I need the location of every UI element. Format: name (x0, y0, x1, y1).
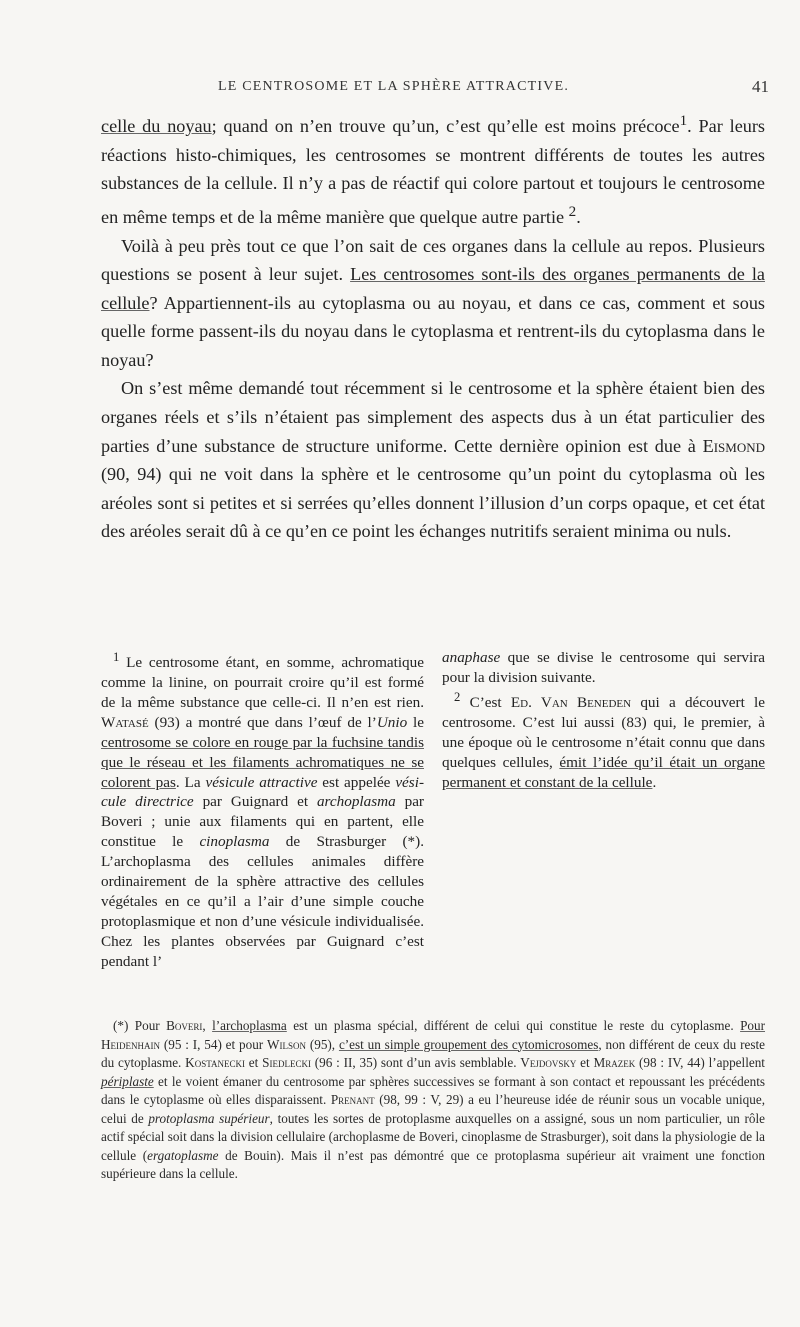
secondary-footnote (101, 1017, 765, 1184)
text-run: (93) a montré que dans l’œuf de l’ (148, 713, 377, 731)
text-run: . La (175, 773, 206, 791)
italic-term: cinoplasma (199, 833, 270, 851)
text-run: est appelée (317, 773, 396, 791)
text-run: le (407, 713, 424, 731)
text-run: par Guignard et (193, 793, 317, 811)
text-run: et le voient émaner du centrosome par sphères successives se formant à son contact et repoussant les précédents dans le cytoplasme où elles disparaissent. (101, 1073, 765, 1107)
author-name: Ed. Van Beneden (510, 693, 632, 711)
italic-term: protoplasma supérieur (148, 1110, 270, 1126)
underlined-phrase: c’est un simple groupement des cytomicrosomes (338, 1036, 599, 1052)
author-name: Prenant (330, 1092, 375, 1107)
text-run: (98 : IV, 44) l’appellent (635, 1055, 765, 1070)
footnotes (101, 648, 765, 972)
text-run: (*) Pour (113, 1018, 167, 1033)
text-run: Voilà à peu près tout ce que l’on sait de ces organes dans la cellule au repos. Plusieurs questions se posent à leur sujet. (101, 235, 765, 285)
italic-term: Unio (376, 713, 408, 731)
page-number: 41 (752, 77, 769, 96)
text-run: (95), (306, 1036, 339, 1052)
text-run: est un plasma spécial, différent de celui qui constitue le reste du cytoplasme. (286, 1018, 741, 1033)
text-run: par Boveri ; unie aux filaments qui en partent, elle constitue le (101, 793, 424, 851)
text-run: et (576, 1055, 594, 1070)
secondary-footnote-text (101, 1017, 765, 1184)
text-run: (98, 99 : V, 29) a eu l’heureuse idée de réunir sous un vocable unique, celui de (101, 1092, 765, 1126)
text-run: et (244, 1055, 263, 1070)
italic-term: archoplasma (316, 793, 396, 811)
author-name: Wilson (267, 1036, 306, 1052)
text-run: . (576, 206, 581, 227)
text-run: de Strasburger (*). L’archoplasma des cellules animales diffère ordinairement de la sphère attractive des cellules végétales en ce qu’il a l’air d’une simple couche protoplasmique et non d’une vésicule individualisée. Chez les plantes observées par Guignard c’est pendant l’ (101, 833, 425, 970)
text-run: ? Appartiennent-ils au cytoplasma ou au noyau, et dans ce cas, comment et sous quelle forme passent-ils du noyau dans le cytoplasma et rentrent-ils du cytoplasma dans le noyau? (101, 292, 765, 370)
author-name: Eismond (702, 435, 765, 456)
author-name: Watasé (101, 713, 149, 731)
footnote-1-tail (442, 648, 765, 688)
italic-term: vésicule directrice (101, 773, 424, 811)
text-run: , (202, 1018, 213, 1033)
paragraph-2 (101, 232, 765, 375)
paragraph-1 (101, 107, 765, 232)
text-run: ; quand on n’en trouve qu’un, c’est qu’elle est moins précoce (211, 116, 680, 137)
text-run: Le centrosome étant, en somme, achromatique comme la linine, on pourrait croire qu’il est formé de la même substance que celle-ci. Il n’en est rien. (101, 654, 424, 711)
text-run: , toutes les sortes de protoplasme auxquelles on a assigné, sous un nom particulier, un rôle actif spécial soit dans la division cellulaire (archoplasme de Boveri, cinoplasme de Strasburger), soit dans la physiologie de la cellule ( (101, 1110, 765, 1163)
text-run: (95 : I, 54) et pour (160, 1036, 268, 1052)
text-run: de Bouin). Mais il n’est pas démontré que ce protoplasma supérieur ait vraiment une fonction supérieure dans la cellule. (101, 1147, 765, 1181)
italic-term: ergatoplasme (147, 1147, 219, 1163)
italic-term: anaphase (442, 649, 501, 666)
footnote-mark-1: 1 (113, 650, 120, 664)
text-run: . (652, 773, 657, 791)
text-run: qui a découvert le centrosome. C’est lui aussi (83) qui, le premier, à une époque où le centrosome n’était connu que dans quelques cellules, (442, 693, 766, 771)
text-run: , non différent de ceux du reste du cytoplasme. (101, 1036, 765, 1070)
underlined-phrase: celle du noyau (101, 116, 212, 137)
underlined-phrase: Les centrosomes sont-ils des organes permanents de la cellule (101, 264, 765, 313)
main-text (101, 107, 765, 546)
running-header: LE CENTROSOME ET LA SPHÈRE ATTRACTIVE. (218, 79, 570, 94)
text-run: . Par leurs réactions histo-chimiques, les centrosomes se montrent différents de toutes les autres substances de la cellule. Il n’y a pas de réactif qui colore partout et toujours le centrosome en même temps et de la même manière que quelque autre partie (101, 116, 765, 227)
author-name: Mrazek (593, 1055, 636, 1070)
underlined-phrase: Pour (740, 1018, 766, 1033)
footnote-2 (442, 688, 765, 793)
author-name: Boveri (166, 1018, 203, 1033)
text-run: C’est (460, 693, 511, 711)
author-name: Siedlecki (262, 1055, 311, 1070)
text-run: que se divise le centrosome qui servira pour la division suivante. (442, 649, 765, 686)
underlined-phrase: émit l’idée qu’il était un organe permanent et constant de la cellule (442, 753, 766, 791)
text-run: (90, 94) qui ne voit dans la sphère et le centrosome qu’un point du cytoplasma où les aréoles sont si petites et si serrées qu’elles donnent l’illusion d’un corps opaque, et cet état des aréoles serait dû à ce qu’en ce point les échanges nutritifs seraient minima ou nuls. (101, 464, 765, 542)
italic-term: périplaste (101, 1073, 154, 1089)
author-name: Vejdovsky (520, 1055, 577, 1070)
author-name: Heidenhain (101, 1036, 161, 1052)
footnote-column-right (442, 648, 765, 972)
author-name: Kostanecki (185, 1055, 245, 1070)
text-run: (96 : II, 35) sont d’un avis semblable. (310, 1055, 521, 1070)
footnote-ref-2[interactable]: 2 (568, 202, 577, 220)
footnote-1 (101, 648, 424, 972)
footnote-mark-2: 2 (454, 689, 461, 704)
underlined-phrase: centrosome se colore en rouge par la fuchsine tandis que le réseau et les filaments achromatiques ne se colorent pas (101, 733, 424, 791)
italic-term: vésicule attractive (205, 773, 318, 791)
footnote-ref-1[interactable]: 1 (679, 112, 688, 129)
paragraph-3 (101, 374, 765, 546)
underlined-phrase: l’archoplasma (212, 1018, 287, 1033)
text-run: On s’est même demandé tout récemment si le centrosome et la sphère étaient bien des organes réels et s’ils n’étaient pas simplement des aspects dus à un état particulier des parties d’une substance de structure uniforme. Cette dernière opinion est due à (101, 378, 765, 456)
footnote-column-left (101, 648, 424, 972)
